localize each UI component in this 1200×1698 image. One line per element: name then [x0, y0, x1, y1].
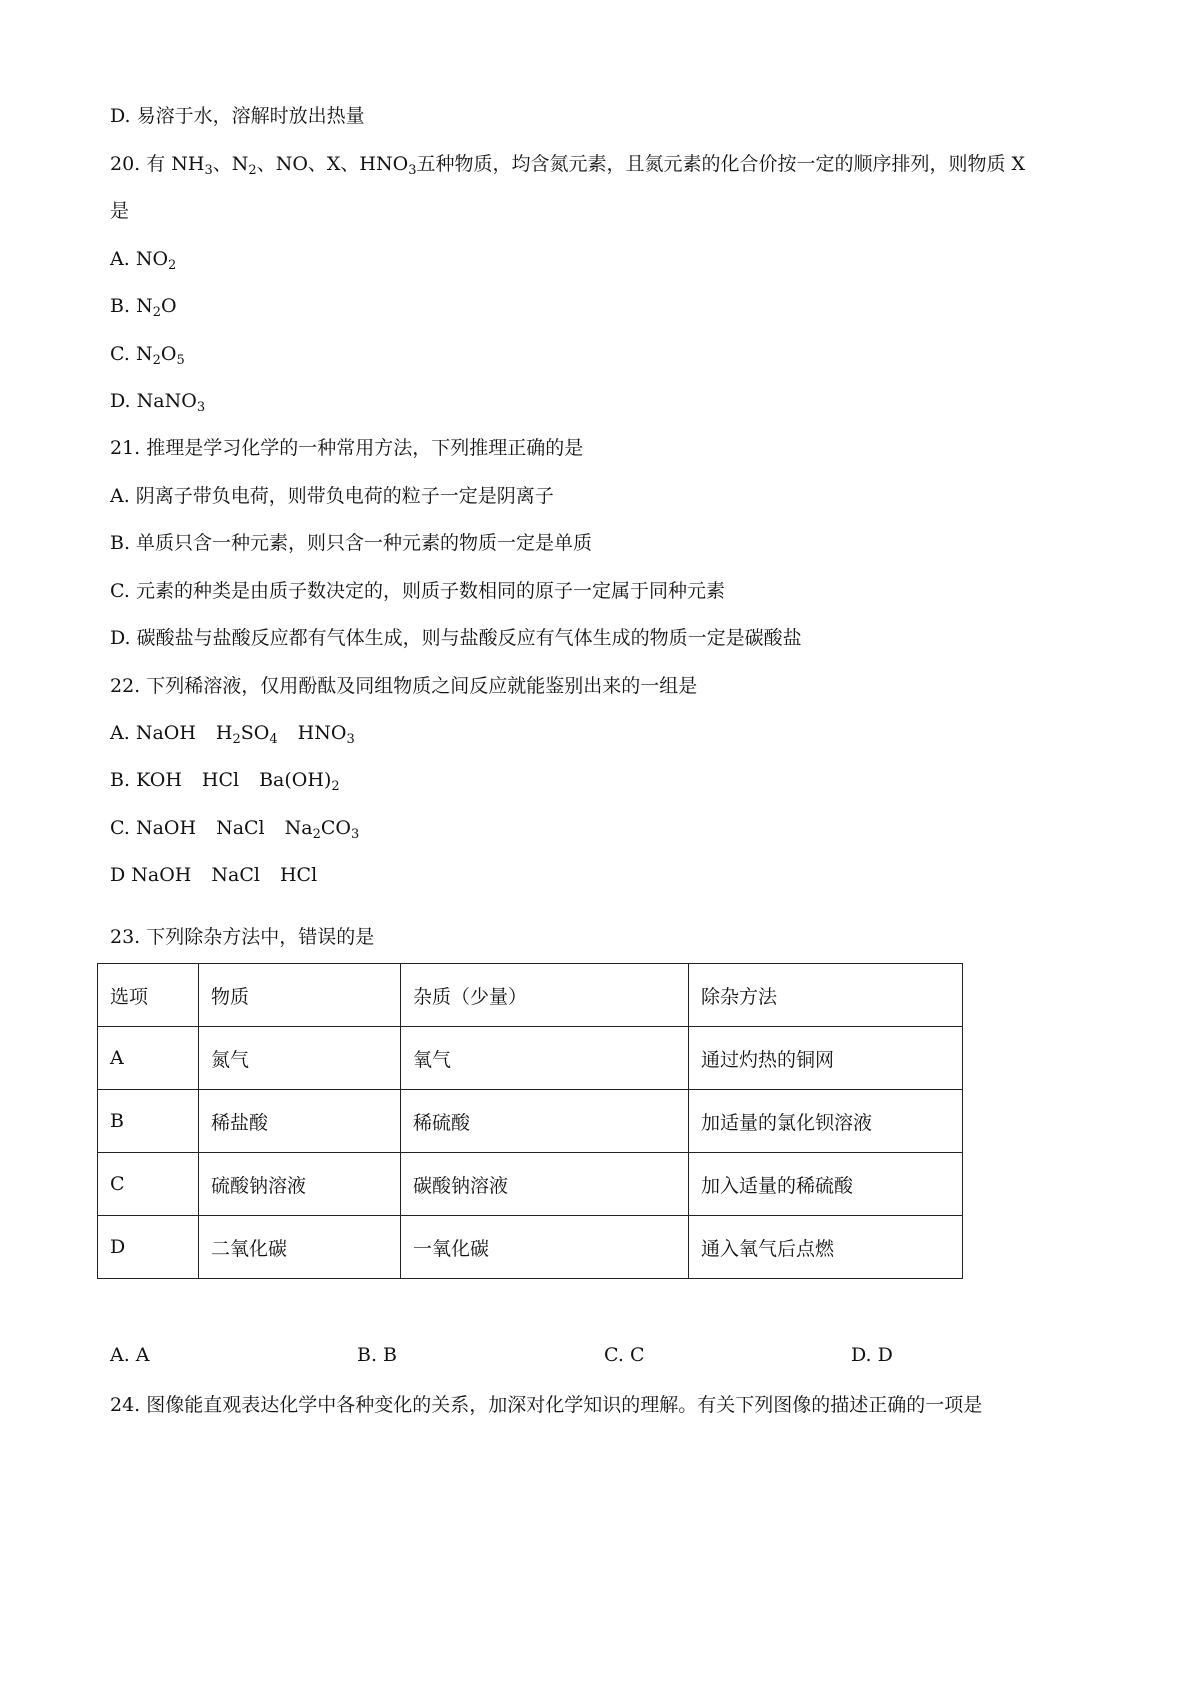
table-cell: 通过灼热的铜网: [689, 1027, 963, 1090]
q23-answer-a: A. A: [110, 1344, 150, 1366]
q23-stem: 23. 下列除杂方法中，错误的是: [110, 926, 375, 948]
q22-stem: 22. 下列稀溶液，仅用酚酞及同组物质之间反应就能鉴别出来的一组是: [110, 675, 698, 697]
table-cell: C: [98, 1153, 199, 1216]
table-cell: 硫酸钠溶液: [199, 1153, 401, 1216]
table-cell: 加适量的氯化钡溶液: [689, 1090, 963, 1153]
q22-option-d: D NaOH NaCl HCl: [110, 864, 318, 886]
table-header-cell: 物质: [199, 964, 401, 1027]
table-header-cell: 杂质（少量）: [401, 964, 689, 1027]
table-cell: 加入适量的稀硫酸: [689, 1153, 963, 1216]
q21-option-b: B. 单质只含一种元素，则只含一种元素的物质一定是单质: [110, 532, 593, 554]
table-cell: 稀盐酸: [199, 1090, 401, 1153]
table-header-cell: 除杂方法: [689, 964, 963, 1027]
table-cell: D: [98, 1216, 199, 1279]
q22-option-b: B. KOH HCl $Ba(OH)_2$: [110, 769, 340, 794]
q20-option-c: C. $N_2O_5$: [110, 343, 185, 368]
table-row: [98, 1153, 963, 1216]
q22-option-a: A. NaOH $H_2SO_4$ $HNO_3$: [110, 722, 355, 747]
table-cell: 碳酸钠溶液: [401, 1153, 689, 1216]
table-header-cell: 选项: [98, 964, 199, 1027]
table-cell: B: [98, 1090, 199, 1153]
q23-table: [97, 963, 963, 1279]
q21-stem: 21. 推理是学习化学的一种常用方法，下列推理正确的是: [110, 437, 584, 459]
q20-stem-continued: 是: [110, 200, 130, 222]
q20-option-a: A. $NO_2$: [110, 248, 177, 273]
table-cell: 氧气: [401, 1027, 689, 1090]
table-cell: A: [98, 1027, 199, 1090]
q20-stem: 20. 有 $NH_3$、$N_2$、NO、X、$HNO_3$五种物质，均含氮元素，且氮元素的化合价按一定的顺序排列，则物质 X: [110, 153, 1026, 178]
q23-answer-d: D. D: [851, 1344, 893, 1366]
table-header-row: [98, 964, 963, 1027]
q19-option-d: D. 易溶于水，溶解时放出热量: [110, 105, 365, 127]
q23-answer-b: B. B: [357, 1344, 398, 1366]
q21-option-c: C. 元素的种类是由质子数决定的，则质子数相同的原子一定属于同种元素: [110, 580, 725, 602]
q22-option-c: C. NaOH NaCl $Na_2CO_3$: [110, 817, 360, 842]
table-row: [98, 1090, 963, 1153]
q20-option-d: D. NaNO$_3$: [110, 390, 206, 415]
table-cell: 通入氧气后点燃: [689, 1216, 963, 1279]
table-cell: 稀硫酸: [401, 1090, 689, 1153]
table-row: [98, 1216, 963, 1279]
q21-option-a: A. 阴离子带负电荷，则带负电荷的粒子一定是阴离子: [110, 485, 554, 507]
q21-option-d: D. 碳酸盐与盐酸反应都有气体生成，则与盐酸反应有气体生成的物质一定是碳酸盐: [110, 627, 802, 649]
table-cell: 二氧化碳: [199, 1216, 401, 1279]
q24-stem: 24. 图像能直观表达化学中各种变化的关系，加深对化学知识的理解。有关下列图像的描述正确的一项是: [110, 1394, 983, 1416]
q20-option-b: B. $N_2O$: [110, 295, 177, 320]
table-cell: 氮气: [199, 1027, 401, 1090]
table-row: [98, 1027, 963, 1090]
q23-answer-c: C. C: [604, 1344, 645, 1366]
table-cell: 一氧化碳: [401, 1216, 689, 1279]
